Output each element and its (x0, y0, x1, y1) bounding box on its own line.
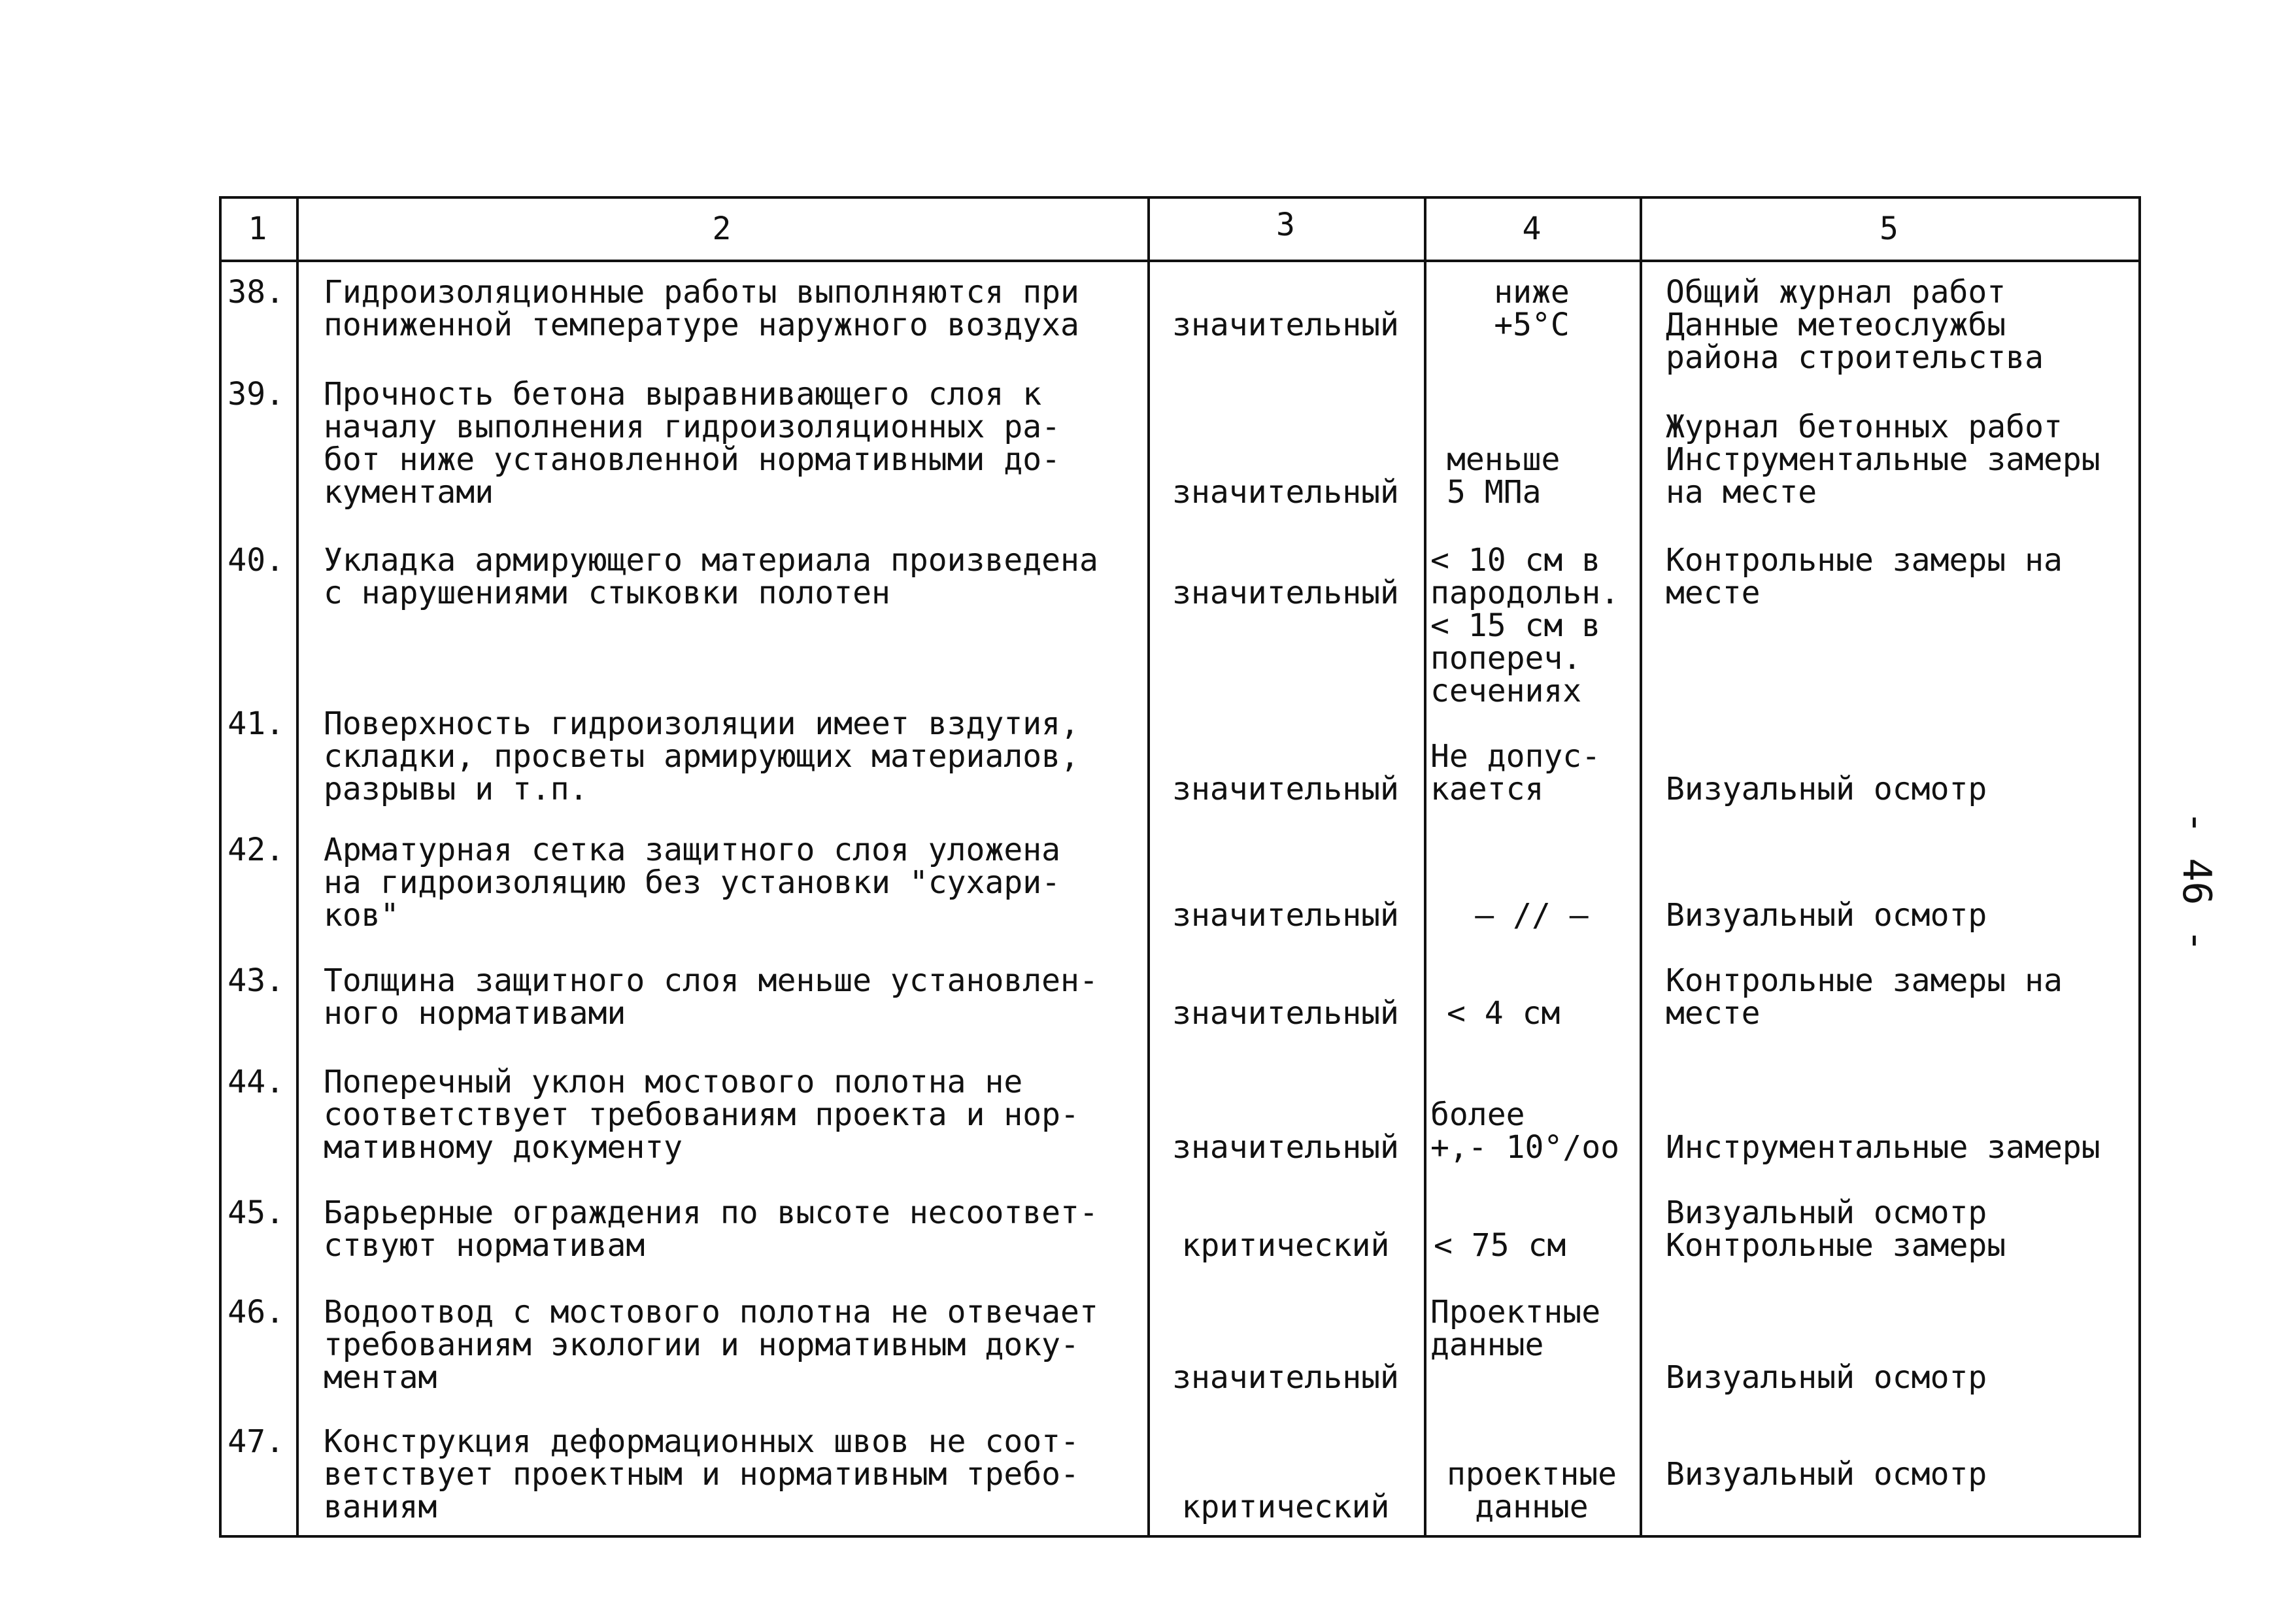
defect-description: Укладка армирующего материала произведена с нарушениями стыковки полотен (324, 542, 1098, 611)
col-border-4 (1640, 196, 1642, 1538)
limit-value: более +,- 10°/оо (1430, 1096, 1619, 1166)
control-method: Общий журнал работ Данные метеослужбы района строительства (1666, 274, 2044, 376)
row-number: 40. (228, 542, 284, 579)
limit-value: Не допус- кается (1430, 738, 1601, 807)
severity: критический (1181, 1227, 1390, 1264)
row-number: 38. (228, 274, 284, 311)
defect-description: Арматурная сетка защитного слоя уложена на гидроизоляцию без установки "сухари- ков" (324, 832, 1061, 934)
control-method: Контрольные замеры на месте (1666, 962, 2063, 1032)
severity: значительный (1172, 474, 1399, 511)
row-number: 47. (228, 1423, 284, 1460)
control-method: Визуальный осмотр (1666, 1359, 1987, 1396)
ditto-mark: — // — (1475, 897, 1589, 934)
control-method: Визуальный осмотр (1666, 1456, 1987, 1493)
row-number: 45. (228, 1194, 284, 1231)
defects-table (219, 196, 2141, 1538)
limit-value: < 75 см (1434, 1227, 1566, 1264)
row-number: 39. (228, 376, 284, 413)
page-number: - 46 - (2174, 811, 2219, 953)
row-number: 43. (228, 962, 284, 999)
limit-value: < 10 см в пародольн. < 15 см в попереч. сечениях (1430, 542, 1619, 709)
defect-description: Гидроизоляционные работы выполняются при пониженной температуре наружного воздуха (324, 274, 1079, 343)
severity: значительный (1172, 771, 1399, 807)
col-border-2 (1147, 196, 1150, 1538)
severity: значительный (1172, 995, 1399, 1032)
row-number: 44. (228, 1064, 284, 1100)
limit-value: ниже +5°С (1494, 274, 1570, 343)
column-header: 5 (1880, 211, 1898, 247)
severity: значительный (1172, 1129, 1399, 1166)
severity: значительный (1172, 897, 1399, 934)
severity: значительный (1172, 1359, 1399, 1396)
header-separator (219, 260, 2141, 262)
defect-description: Поверхность гидроизоляции имеет вздутия, складки, просветы армирующих материалов, разрывы и т.п. (324, 705, 1079, 807)
defect-description: Толщина защитного слоя меньше установлен- ного нормативами (324, 962, 1098, 1032)
control-method: Визуальный осмотр (1666, 771, 1987, 807)
limit-value: Проектные данные (1430, 1294, 1601, 1363)
severity: значительный (1172, 307, 1399, 343)
severity: критический (1181, 1489, 1390, 1525)
column-header: 1 (248, 211, 267, 247)
table-bottom-border (219, 1535, 2141, 1538)
control-method: Визуальный осмотр (1666, 897, 1987, 934)
defect-description: Конструкция деформационных швов не соот- ветствует проектным и нормативным требо- ваниям (324, 1423, 1079, 1525)
column-header: 3 (1276, 207, 1295, 243)
row-number: 42. (228, 832, 284, 868)
defect-description: Водоотвод с мостового полотна не отвечает требованиям экологии и нормативным доку- ментам (324, 1294, 1098, 1396)
control-method: Инструментальные замеры (1666, 1129, 2100, 1166)
row-number: 41. (228, 705, 284, 742)
col-border-5 (2138, 196, 2141, 1538)
col-border-1 (296, 196, 299, 1538)
column-header: 4 (1522, 211, 1542, 247)
control-method: Контрольные замеры на месте (1666, 542, 2063, 611)
table-top-border (219, 196, 2141, 199)
defect-description: Барьерные ограждения по высоте несоответ- ствуют нормативам (324, 1194, 1098, 1264)
severity: значительный (1172, 575, 1399, 611)
row-number: 46. (228, 1294, 284, 1330)
limit-value: проектные данные (1446, 1456, 1617, 1525)
col-border-3 (1424, 196, 1426, 1538)
control-method: Журнал бетонных работ Инструментальные замеры на месте (1666, 409, 2100, 511)
limit-value: < 4 см (1447, 995, 1560, 1032)
control-method: Визуальный осмотр Контрольные замеры (1666, 1194, 2006, 1264)
limit-value: меньше 5 МПа (1447, 441, 1560, 511)
column-header: 2 (712, 211, 732, 247)
defect-description: Прочность бетона выравнивающего слоя к началу выполнения гидроизоляционных ра- бот ниже установленной нормативными до- кументами (324, 376, 1061, 511)
defect-description: Поперечный уклон мостового полотна не соответствует требованиям проекта и нор- мативному документу (324, 1064, 1079, 1166)
